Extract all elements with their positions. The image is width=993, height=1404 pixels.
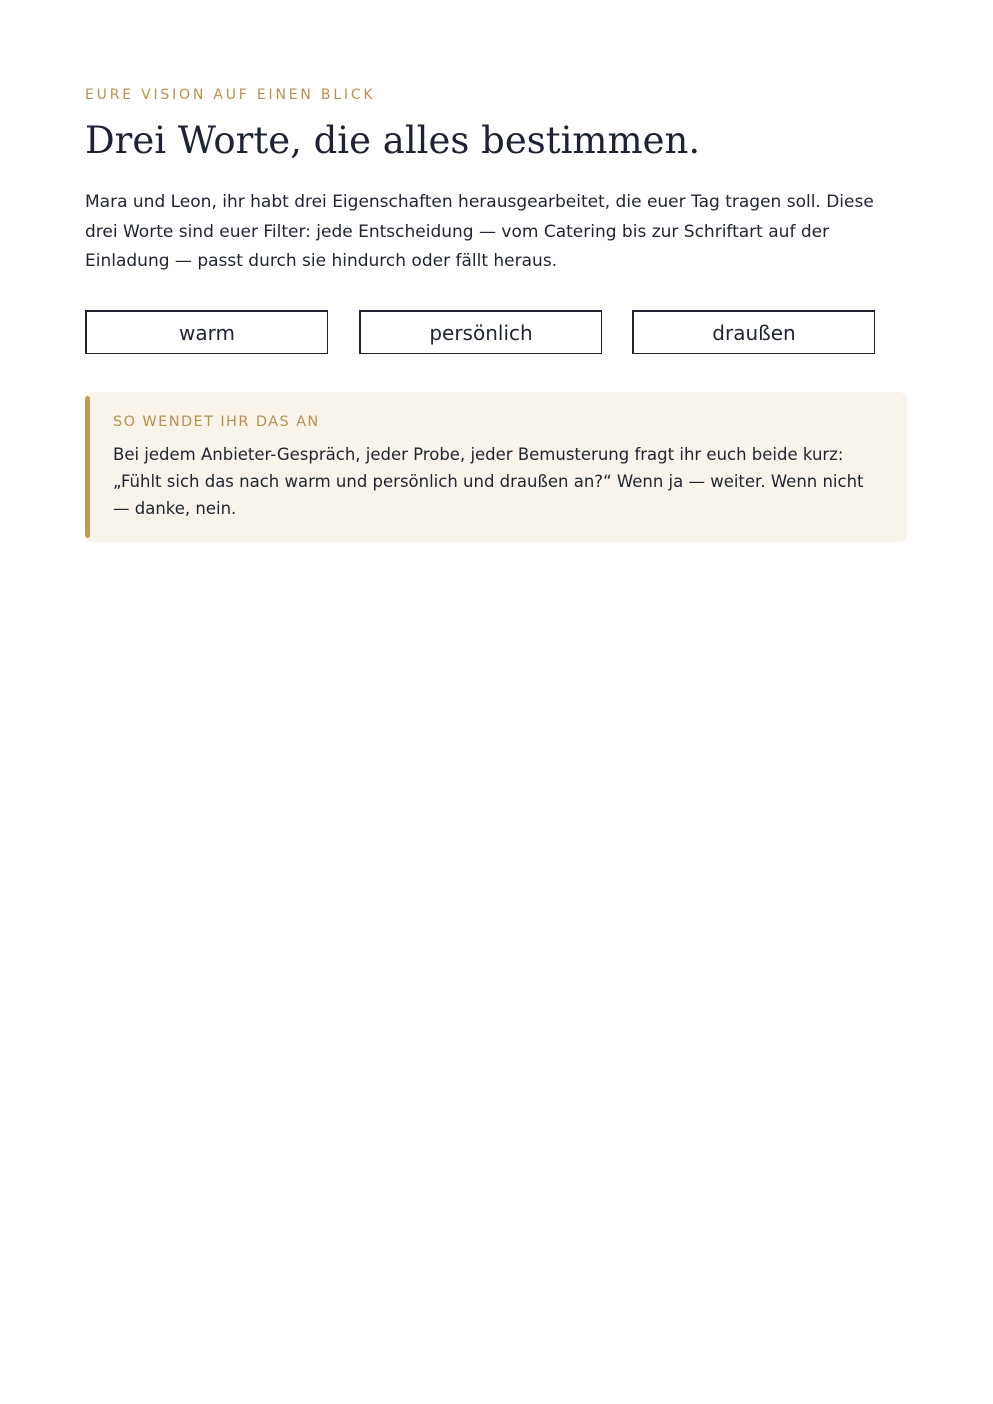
callout-text: Bei jedem Anbieter-Gespräch, jeder Probe, jeder Bemusterung fragt ihr euch beide kurz: „Fühlt sich das nach warm und persönlich und draußen an?“ Wenn ja — weiter. Wenn nicht — danke, nein. — [113, 445, 864, 518]
page-title: Drei Worte, die alles bestimmen. — [85, 119, 701, 162]
callout-label: SO WENDET IHR DAS AN — [113, 414, 320, 430]
intro-paragraph: Mara und Leon, ihr habt drei Eigenschaften herausgearbeitet, die euer Tag tragen soll. Diese drei Worte sind euer Filter: jede Entscheidung — vom Catering bis zur Schriftart auf der Einladung — passt durch sie hindurch oder fällt heraus. — [85, 192, 874, 271]
usage-callout — [85, 392, 907, 542]
vision-word-warm: warm — [85, 310, 328, 354]
vision-word-draussen: draußen — [632, 310, 875, 354]
vision-word-persoenlich: persönlich — [359, 310, 602, 354]
section-eyebrow: EURE VISION AUF EINEN BLICK — [85, 87, 376, 103]
vision-words — [85, 310, 876, 355]
